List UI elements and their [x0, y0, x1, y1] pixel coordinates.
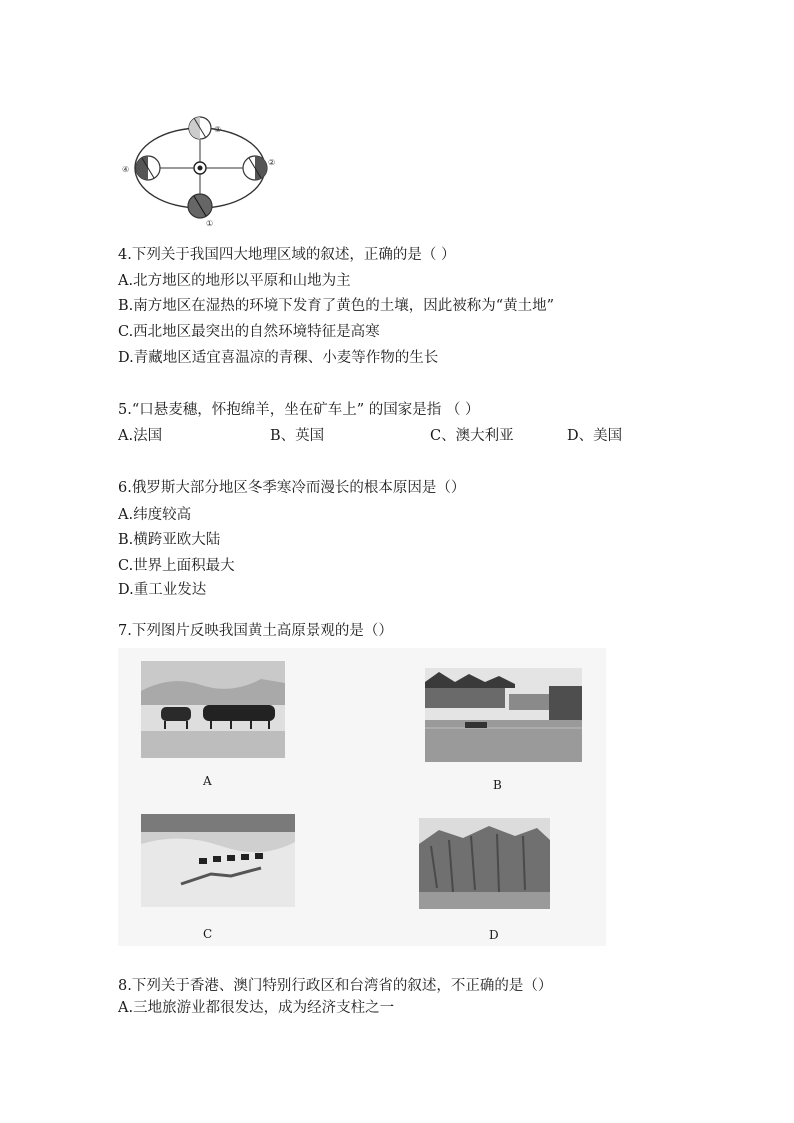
photo-d-loess-plateau	[419, 818, 550, 909]
orbit-marker-3: ③	[214, 125, 222, 134]
question-6-option-c: C.世界上面积最大	[118, 558, 235, 574]
question-4-option-d: D.青藏地区适宜喜温凉的青稞、小麦等作物的生长	[118, 350, 439, 366]
photo-label-d: D	[489, 928, 499, 942]
orbit-marker-2: ②	[268, 158, 276, 167]
question-5-stem: 5.“口悬麦穗，怀抱绵羊，坐在矿车上” 的国家是指 （ ）	[118, 402, 480, 418]
question-5-option-b: B、英国	[270, 428, 325, 444]
photo-c-desert-camels	[141, 814, 295, 907]
question-7-stem: 7.下列图片反映我国黄土高原景观的是（）	[118, 623, 393, 639]
question-4-option-a: A.北方地区的地形以平原和山地为主	[118, 273, 351, 289]
photo-label-c: C	[203, 927, 213, 941]
question-4-option-b: B.南方地区在湿热的环境下发育了黄色的土壤，因此被称为“黄土地”	[118, 298, 555, 314]
question-6-option-b: B.横跨亚欧大陆	[118, 532, 221, 548]
question-4-option-c: C.西北地区最突出的自然环境特征是高寒	[118, 324, 380, 340]
question-8-stem: 8.下列关于香港、澳门特别行政区和台湾省的叙述，不正确的是（）	[118, 978, 553, 994]
photo-a-yaks	[141, 661, 285, 758]
orbit-marker-4: ④	[122, 165, 130, 174]
question-6-option-d: D.重工业发达	[118, 582, 207, 598]
question-5-option-d: D、美国	[567, 428, 623, 444]
question-5-option-c: C、澳大利亚	[430, 428, 514, 444]
question-6-stem: 6.俄罗斯大部分地区冬季寒冷而漫长的根本原因是（）	[118, 480, 466, 496]
photo-label-a: A	[203, 774, 212, 788]
question-5-option-a: A.法国	[118, 428, 163, 444]
question-8-option-a: A.三地旅游业都很发达，成为经济支柱之一	[118, 1000, 395, 1016]
photo-label-b: B	[493, 778, 502, 792]
orbit-marker-1: ①	[206, 219, 214, 228]
question-6-option-a: A.纬度较高	[118, 507, 192, 523]
earth-orbit-diagram	[118, 110, 288, 230]
photo-b-water-town	[425, 668, 582, 762]
question-4-stem: 4.下列关于我国四大地理区域的叙述，正确的是（ ）	[118, 247, 456, 263]
